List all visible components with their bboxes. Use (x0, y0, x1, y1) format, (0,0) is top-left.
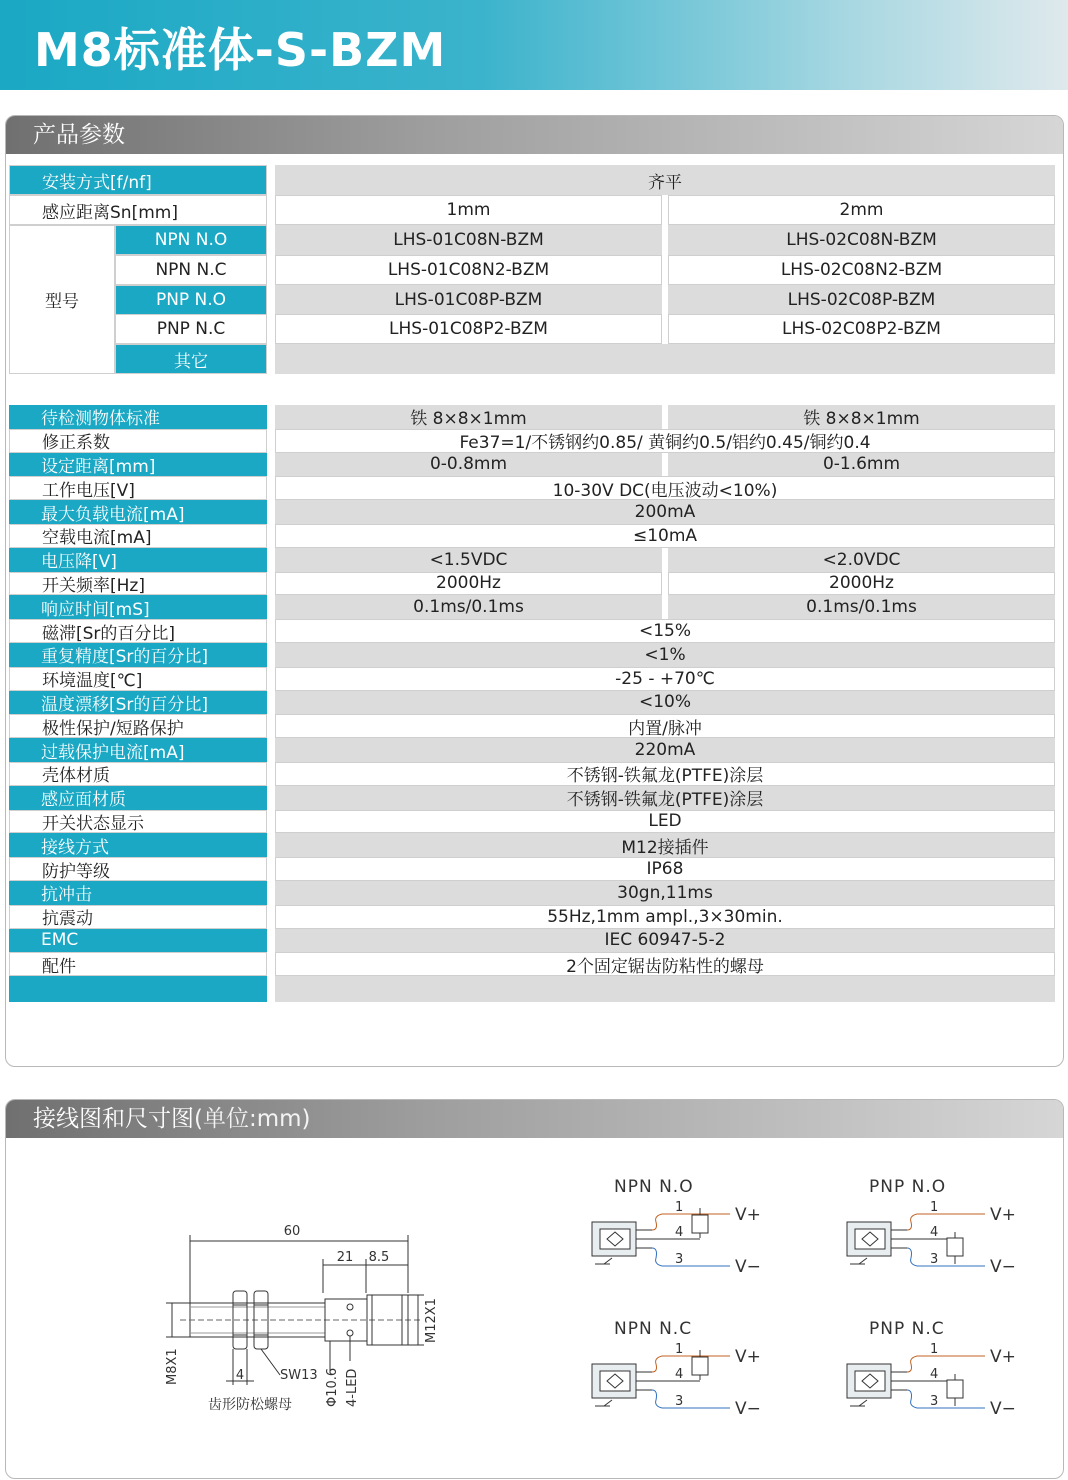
model-value-2-2: LHS-02C08P-BZM (668, 285, 1055, 315)
spec-value-14: 220mA (275, 738, 1055, 762)
spec-value-4: 200mA (275, 500, 1055, 524)
spec-label-1: 修正系数 (9, 429, 267, 453)
mount-value: 齐平 (275, 165, 1055, 195)
model-type-4: 其它 (115, 344, 267, 374)
model-value-1-2: LHS-01C08P-BZM (275, 285, 662, 315)
spec-value-9: <15% (275, 619, 1055, 643)
spec-label-6: 电压降[V] (9, 548, 267, 572)
spec-value-19: IP68 (275, 857, 1055, 881)
wiring-pin4-0: 4 (675, 1225, 684, 1240)
spec-value-13: 内置/脉冲 (275, 714, 1055, 738)
spec-value-20: 30gn,11ms (275, 881, 1055, 905)
spec-label-12: 温度漂移[Sr的百分比] (9, 691, 267, 715)
spec-label-19: 防护等级 (9, 857, 267, 881)
wiring-pin1-2: 1 (675, 1342, 684, 1357)
wiring-vminus-2: V− (735, 1399, 761, 1419)
model-type-0: NPN N.O (115, 225, 267, 255)
wiring-vminus-3: V− (990, 1399, 1016, 1419)
spec-label-16: 感应面材质 (9, 786, 267, 810)
spec-value-2-8: 0.1ms/0.1ms (668, 595, 1055, 619)
spec-label-24 (9, 976, 267, 1002)
wiring-dimension-header (6, 1100, 1063, 1138)
mount-label: 安装方式[f/nf] (9, 165, 267, 195)
spec-value-16: 不锈钢-铁氟龙(PTFE)涂层 (275, 786, 1055, 810)
dim-led: 4-LED (345, 1368, 360, 1407)
unit-label: (单位:mm) (194, 1106, 311, 1132)
title-banner (0, 0, 1068, 90)
spec-label-22: EMC (9, 929, 267, 953)
wiring-pin1-3: 1 (930, 1342, 939, 1357)
wiring-title-3: PNP N.C (869, 1319, 945, 1339)
dim-m8x1: M8X1 (165, 1348, 180, 1385)
wiring-vplus-2: V+ (735, 1347, 761, 1367)
model-label: 型号 (9, 225, 115, 374)
spec-value-11: -25 - +70℃ (275, 667, 1055, 691)
spec-value-1-8: 0.1ms/0.1ms (275, 595, 662, 619)
spec-value-21: 55Hz,1mm ampl.,3×30min. (275, 905, 1055, 929)
spec-value-1-0: 铁 8×8×1mm (275, 405, 662, 429)
spec-label-0: 待检测物体标准 (9, 405, 267, 429)
wiring-pin3-0: 3 (675, 1252, 684, 1267)
spec-label-7: 开关频率[Hz] (9, 572, 267, 596)
wiring-pin3-2: 3 (675, 1394, 684, 1409)
wiring-pin4-3: 4 (930, 1367, 939, 1382)
wiring-diagram-0 (590, 1172, 790, 1287)
spec-value-17: LED (275, 810, 1055, 834)
spec-label-17: 开关状态显示 (9, 810, 267, 834)
wiring-pin4-1: 4 (930, 1225, 939, 1240)
model-value-1-3: LHS-01C08P2-BZM (275, 314, 662, 344)
spec-value-23: 2个固定锯齿防粘性的螺母 (275, 952, 1055, 976)
model-other-value (275, 344, 1055, 374)
spec-label-13: 极性保护/短路保护 (9, 714, 267, 738)
wiring-pin3-1: 3 (930, 1252, 939, 1267)
model-value-2-3: LHS-02C08P2-BZM (668, 314, 1055, 344)
spec-label-14: 过载保护电流[mA] (9, 738, 267, 762)
product-params-header: 产品参数 (6, 116, 1063, 154)
page-title: M8标准体-S-BZM (34, 23, 447, 77)
model-value-1-0: LHS-01C08N-BZM (275, 225, 662, 255)
model-value-2-1: LHS-02C08N2-BZM (668, 255, 1055, 285)
wiring-title-0: NPN N.O (614, 1177, 694, 1197)
spec-value-5: ≤10mA (275, 524, 1055, 548)
spec-value-24 (275, 976, 1055, 1002)
spec-label-2: 设定距离[mm] (9, 453, 267, 477)
spec-label-4: 最大负载电流[mA] (9, 500, 267, 524)
spec-value-2-2: 0-1.6mm (668, 453, 1055, 477)
wiring-title-1: PNP N.O (869, 1177, 947, 1197)
dim-m12x1: M12X1 (424, 1298, 439, 1343)
sn-value-2: 2mm (668, 195, 1055, 225)
spec-value-12: <10% (275, 691, 1055, 715)
spec-value-1: Fe37=1/不锈钢约0.85/ 黄铜约0.5/铝约0.45/铜约0.4 (275, 429, 1055, 453)
spec-label-11: 环境温度[℃] (9, 667, 267, 691)
model-type-1: NPN N.C (115, 255, 267, 285)
model-type-2: PNP N.O (115, 285, 267, 315)
dim-sw13: SW13 (280, 1368, 318, 1383)
spec-label-18: 接线方式 (9, 833, 267, 857)
wiring-dimension-title: 接线图和尺寸图 (33, 1106, 194, 1132)
spec-label-10: 重复精度[Sr的百分比] (9, 643, 267, 667)
spec-value-2-7: 2000Hz (668, 572, 1055, 596)
wiring-vminus-0: V− (735, 1257, 761, 1277)
spec-label-20: 抗冲击 (9, 881, 267, 905)
spec-value-1-2: 0-0.8mm (275, 453, 662, 477)
dim-dia: Φ10.6 (325, 1367, 340, 1407)
wiring-vplus-0: V+ (735, 1205, 761, 1225)
nut-label: 齿形防松螺母 (208, 1397, 292, 1413)
model-value-2-0: LHS-02C08N-BZM (668, 225, 1055, 255)
spec-label-3: 工作电压[V] (9, 476, 267, 500)
wiring-pin1-0: 1 (675, 1200, 684, 1215)
spec-label-15: 壳体材质 (9, 762, 267, 786)
spec-value-3: 10-30V DC(电压波动<10%) (275, 476, 1055, 500)
sn-value-1: 1mm (275, 195, 662, 225)
wiring-diagram-2 (590, 1314, 790, 1429)
wiring-pin4-2: 4 (675, 1367, 684, 1382)
wiring-pin1-1: 1 (930, 1200, 939, 1215)
spec-value-22: IEC 60947-5-2 (275, 929, 1055, 953)
spec-label-8: 响应时间[mS] (9, 595, 267, 619)
dim-21: 21 (336, 1250, 354, 1265)
spec-value-1-7: 2000Hz (275, 572, 662, 596)
model-value-1-1: LHS-01C08N2-BZM (275, 255, 662, 285)
dimension-drawing (150, 1215, 470, 1425)
spec-value-15: 不锈钢-铁氟龙(PTFE)涂层 (275, 762, 1055, 786)
spec-label-21: 抗震动 (9, 905, 267, 929)
wiring-pin3-3: 3 (930, 1394, 939, 1409)
wiring-diagram-1 (845, 1172, 1045, 1287)
dim-total-length: 60 (283, 1224, 301, 1239)
sn-label: 感应距离Sn[mm] (9, 195, 267, 225)
wiring-diagram-3 (845, 1314, 1045, 1429)
spec-value-2-6: <2.0VDC (668, 548, 1055, 572)
spec-value-2-0: 铁 8×8×1mm (668, 405, 1055, 429)
spec-value-10: <1% (275, 643, 1055, 667)
spec-value-1-6: <1.5VDC (275, 548, 662, 572)
dim-4: 4 (235, 1368, 245, 1383)
dim-8-5: 8.5 (368, 1250, 390, 1265)
model-type-3: PNP N.C (115, 314, 267, 344)
wiring-vplus-3: V+ (990, 1347, 1016, 1367)
spec-label-9: 磁滞[Sr的百分比] (9, 619, 267, 643)
wiring-vplus-1: V+ (990, 1205, 1016, 1225)
spec-label-5: 空载电流[mA] (9, 524, 267, 548)
spec-label-23: 配件 (9, 952, 267, 976)
wiring-title-2: NPN N.C (614, 1319, 693, 1339)
wiring-vminus-1: V− (990, 1257, 1016, 1277)
spec-value-18: M12接插件 (275, 833, 1055, 857)
